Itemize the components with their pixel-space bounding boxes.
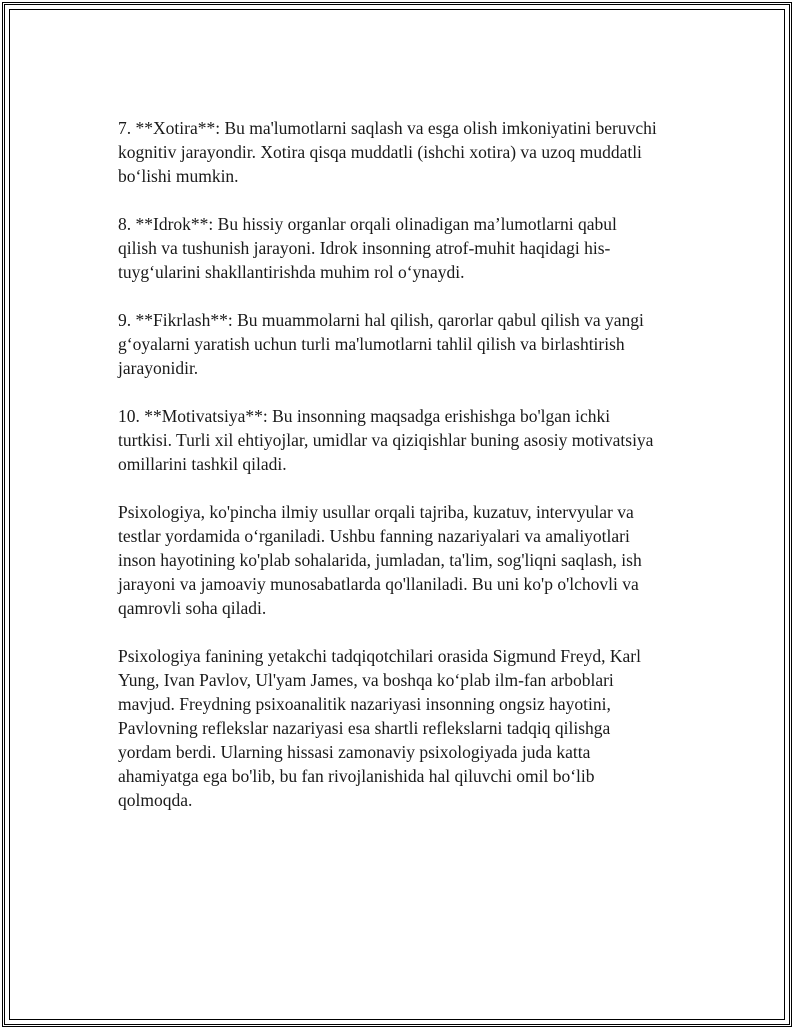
paragraph-idrok: 8. **Idrok**: Bu hissiy organlar orqali olinadigan ma’lumotlarni qabul qilish va tushunish jarayoni. Idrok insonning atrof-muhit haqidagi his- tuyg‘ularini shakllantirishda muhim rol o‘ynaydi. — [118, 214, 617, 282]
paragraph-methods: Psixologiya, ko'pincha ilmiy usullar orqali tajriba, kuzatuv, intervyular va testlar yordamida o‘rganiladi. Ushbu fanning nazariyalari va amaliyotlari inson hayotining ko'plab sohalarida, jumladan, ta'lim, sog'liqni saqlash, ish jarayoni va jamoaviy munosabatlarda qo'llaniladi. Bu uni ko'p o'lchovli va qamrovli soha qiladi. — [118, 502, 642, 618]
paragraph-fikrlash: 9. **Fikrlash**: Bu muammolarni hal qilish, qarorlar qabul qilish va yangi g‘oyalarni yaratish uchun turli ma'lumotlarni tahlil qilish va birlashtirish jarayonidir. — [118, 310, 644, 378]
paragraph-researchers: Psixologiya fanining yetakchi tadqiqotchilari orasida Sigmund Freyd, Karl Yung, Ivan Pavlov, Ul'yam James, va boshqa ko‘plab ilm-fan arboblari mavjud. Freydning psixoanalitik nazariyasi insonning ongsiz hayotini, Pavlovning reflekslar nazariyasi esa shartli reflekslarni tadqiq qilishga yordam berdi. Ularning hissasi zamonaviy psixologiyada juda katta ahamiyatga ega bo'lib, bu fan rivojlanishida hal qiluvchi omil bo‘lib qolmoqda. — [118, 646, 641, 810]
paragraph-xotira: 7. **Xotira**: Bu ma'lumotlarni saqlash va esga olish imkoniyatini beruvchi kognitiv jarayondir. Xotira qisqa muddatli (ishchi xotira) va uzoq muddatli bo‘lishi mumkin. — [118, 118, 657, 186]
document-body — [118, 116, 678, 836]
paragraph-motivatsiya: 10. **Motivatsiya**: Bu insonning maqsadga erishishga bo'lgan ichki turtkisi. Turli xil ehtiyojlar, umidlar va qiziqishlar buning asosiy motivatsiya omillarini tashkil qiladi. — [118, 406, 654, 474]
